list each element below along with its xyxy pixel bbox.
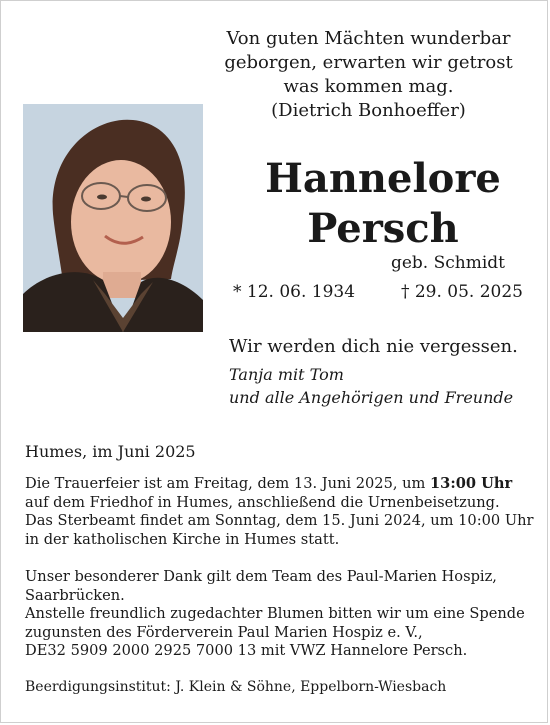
thanks-line: zugunsten des Förderverein Paul Marien Hospiz e. V., — [25, 623, 423, 641]
death-date: † 29. 05. 2025 — [400, 282, 523, 302]
deceased-name — [233, 154, 533, 254]
portrait-photo — [23, 104, 203, 332]
ceremony-text: Die Trauerfeier ist am Freitag, dem 13. Juni 2025, um — [25, 475, 431, 492]
ceremony-paragraph — [25, 475, 534, 549]
thanks-line: Saarbrücken. — [25, 586, 125, 604]
mourners — [229, 363, 513, 409]
thanks-line: DE32 5909 2000 2925 7000 13 mit VWZ Hannelore Persch. — [25, 642, 468, 659]
last-name: Persch — [307, 205, 459, 252]
life-dates — [233, 282, 523, 302]
ceremony-time: 13:00 Uhr — [430, 475, 513, 492]
quote-line: Von guten Mächten wunderbar — [226, 28, 511, 49]
birth-name: geb. Schmidt — [390, 253, 505, 273]
thanks-line: Anstelle freundlich zugedachter Blumen bitten wir um eine Spende — [25, 605, 525, 622]
mourner-line: Tanja mit Tom — [229, 365, 344, 384]
birth-date: * 12. 06. 1934 — [233, 282, 356, 302]
mourner-line: und alle Angehörigen und Freunde — [229, 388, 514, 407]
portrait-illustration — [23, 104, 203, 332]
place-date: Humes, im Juni 2025 — [25, 442, 196, 461]
ceremony-line: auf dem Friedhof in Humes, anschließend die Urnenbeisetzung. — [25, 493, 500, 511]
thanks-line: Unser besonderer Dank gilt dem Team des Paul-Marien Hospiz, — [25, 568, 497, 585]
bonhoeffer-quote — [201, 27, 536, 123]
ceremony-line: Das Sterbeamt findet am Sonntag, dem 15. Juni 2024, um 10:00 Uhr — [25, 512, 534, 529]
ceremony-line — [25, 475, 530, 494]
first-name: Hannelore — [265, 155, 501, 202]
tribute-line: Wir werden dich nie vergessen. — [229, 336, 518, 357]
quote-attribution: (Dietrich Bonhoeffer) — [271, 100, 466, 121]
quote-line: geborgen, erwarten wir getrost — [224, 52, 513, 73]
quote-line: was kommen mag. — [283, 76, 454, 97]
funeral-home: Beerdigungsinstitut: J. Klein & Söhne, Eppelborn-Wiesbach — [25, 679, 447, 695]
ceremony-line: in der katholischen Kirche in Humes statt. — [25, 530, 340, 548]
thanks-paragraph — [25, 568, 530, 661]
